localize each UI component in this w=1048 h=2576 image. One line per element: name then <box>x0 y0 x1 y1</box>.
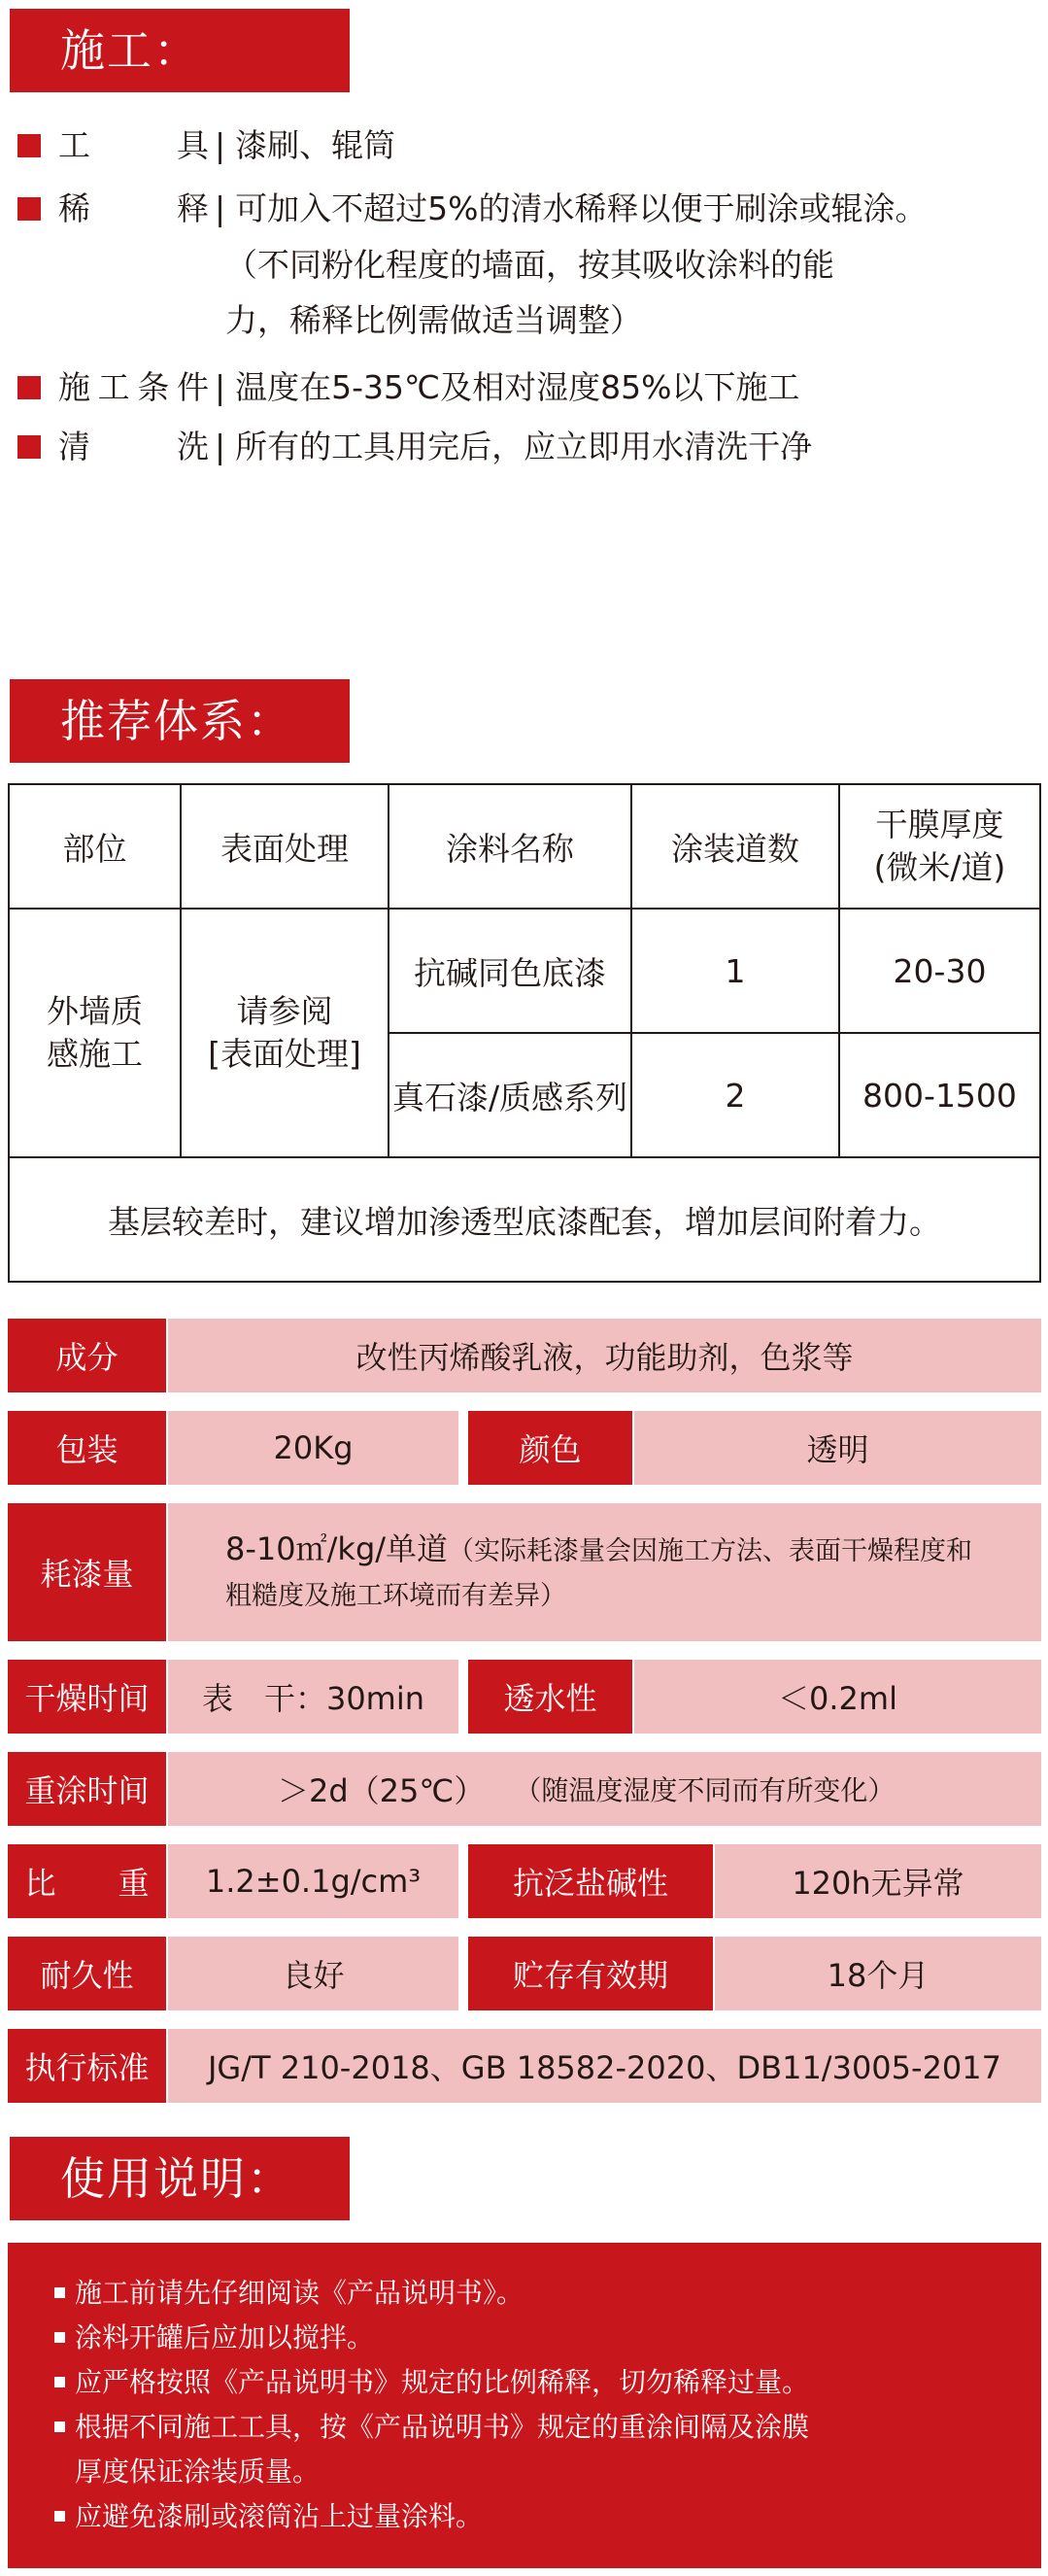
cell-coating-name: 抗碱同色底漆 <box>389 909 631 1033</box>
cell-coating-name: 真石漆/质感系列 <box>389 1033 631 1157</box>
value-efflorescence: 120h无异常 <box>715 1844 1041 1918</box>
value-shelf-life: 18个月 <box>715 1937 1041 2010</box>
usage-line: 根据不同施工工具，按《产品说明书》规定的重涂间隔及涂膜 <box>54 2405 1041 2450</box>
label-durability: 耐久性 <box>8 1937 166 2010</box>
construction-title: 施工： <box>10 9 350 92</box>
value-tools: 漆刷、辊筒 <box>235 126 396 164</box>
value-recoat <box>168 1752 1041 1826</box>
cell-coats: 2 <box>631 1033 839 1157</box>
label-shelf-life: 贮存有效期 <box>468 1937 713 2010</box>
header-coats: 涂装道数 <box>631 784 839 909</box>
label-cleaning: 清洗 <box>58 428 209 465</box>
dilution-note-line2: 力，稀释比例需做适当调整） <box>225 301 642 339</box>
header-coating: 涂料名称 <box>389 784 631 909</box>
label-package: 包装 <box>8 1411 166 1485</box>
value-density: 1.2±0.1g/cm³ <box>168 1844 458 1918</box>
value-permeability: ＜0.2ml <box>634 1660 1041 1734</box>
cell-coats: 1 <box>631 909 839 1033</box>
bullet-cleaning: 清洗 | 所有的工具用完后，应立即用水清洗干净 <box>17 426 1028 468</box>
label-tools: 工具 <box>58 126 209 164</box>
cell-part: 外墙质 感施工 <box>9 909 181 1157</box>
value-cleaning: 所有的工具用完后，应立即用水清洗干净 <box>235 428 813 465</box>
label-permeability: 透水性 <box>468 1660 632 1734</box>
bullet-square-icon <box>54 2332 65 2343</box>
usage-panel <box>8 2243 1041 2568</box>
consumption-main: 8-10㎡/kg/单道 <box>225 1529 449 1567</box>
label-dilution: 稀释 <box>58 189 209 227</box>
bullet-square-icon <box>54 2287 65 2298</box>
usage-line: 应避免漆刷或滚筒沾上过量涂料。 <box>54 2494 1041 2539</box>
header-part: 部位 <box>9 784 181 909</box>
bullet-square-icon <box>17 435 41 459</box>
label-standard: 执行标准 <box>8 2029 166 2103</box>
value-consumption <box>168 1503 1041 1641</box>
value-package: 20Kg <box>168 1411 458 1485</box>
header-surface: 表面处理 <box>181 784 389 909</box>
usage-title: 使用说明： <box>10 2137 350 2220</box>
bullet-square-icon <box>17 376 41 399</box>
cell-thickness: 800-1500 <box>839 1033 1040 1157</box>
recoat-note: （随温度湿度不同而有所变化） <box>514 1774 896 1806</box>
consumption-note-line2: 粗糙度及施工环境而有差异） <box>225 1580 566 1611</box>
value-composition: 改性丙烯酸乳液，功能助剂，色浆等 <box>168 1319 1041 1392</box>
dilution-note-line1: （不同粉化程度的墙面，按其吸收涂料的能 <box>225 246 834 284</box>
usage-line: 涂料开罐后应加以搅拌。 <box>54 2316 1041 2360</box>
table-note-row <box>9 1157 1040 1282</box>
recoat-time: ＞2d（25℃） <box>278 1772 486 1809</box>
cell-surface: 请参阅 [表面处理] <box>181 909 389 1157</box>
value-drying: 表 干：30min <box>168 1660 458 1734</box>
table-header-row <box>9 784 1040 909</box>
value-color: 透明 <box>634 1411 1041 1485</box>
label-color: 颜色 <box>468 1411 632 1485</box>
value-conditions: 温度在5-35℃及相对湿度85%以下施工 <box>235 368 800 406</box>
label-consumption: 耗漆量 <box>8 1503 166 1641</box>
bullet-square-icon <box>54 2511 65 2522</box>
bullet-square-icon <box>54 2377 65 2387</box>
value-standard: JG/T 210-2018、GB 18582-2020、DB11/3005-2017 <box>168 2029 1041 2103</box>
label-composition: 成分 <box>8 1319 166 1392</box>
consumption-note: （实际耗漆量会因施工方法、表面干燥程度和 <box>448 1535 973 1566</box>
cell-thickness: 20-30 <box>839 909 1040 1033</box>
system-table <box>8 783 1041 1283</box>
table-note: 基层较差时，建议增加渗透型底漆配套，增加层间附着力。 <box>9 1157 1040 1282</box>
bullet-tools: 工具 | 漆刷、辊筒 <box>17 124 1028 167</box>
header-thickness: 干膜厚度 (微米/道) <box>839 784 1040 909</box>
table-row <box>9 909 1040 1033</box>
label-drying: 干燥时间 <box>8 1660 166 1734</box>
label-density: 比 重 <box>8 1844 166 1918</box>
label-recoat: 重涂时间 <box>8 1752 166 1826</box>
bullet-square-icon <box>17 134 41 157</box>
value-durability: 良好 <box>168 1937 458 2010</box>
bullet-square-icon <box>54 2421 65 2432</box>
label-efflorescence: 抗泛盐碱性 <box>468 1844 713 1918</box>
system-title: 推荐体系： <box>10 679 350 763</box>
value-dilution: 可加入不超过5%的清水稀释以便于刷涂或辊涂。 <box>235 189 928 227</box>
usage-line-continued: 厚度保证涂装质量。 <box>75 2456 321 2488</box>
bullet-conditions: 施工条件 | 温度在5-35℃及相对湿度85%以下施工 <box>17 366 1028 409</box>
usage-line: 应严格按照《产品说明书》规定的比例稀释，切勿稀释过量。 <box>54 2360 1041 2405</box>
usage-line: 施工前请先仔细阅读《产品说明书》。 <box>54 2271 1041 2316</box>
bullet-dilution: 稀释 | 可加入不超过5%的清水稀释以便于刷涂或辊涂。 <box>17 188 1028 230</box>
bullet-square-icon <box>17 197 41 221</box>
label-conditions: 施工条件 <box>58 368 209 406</box>
